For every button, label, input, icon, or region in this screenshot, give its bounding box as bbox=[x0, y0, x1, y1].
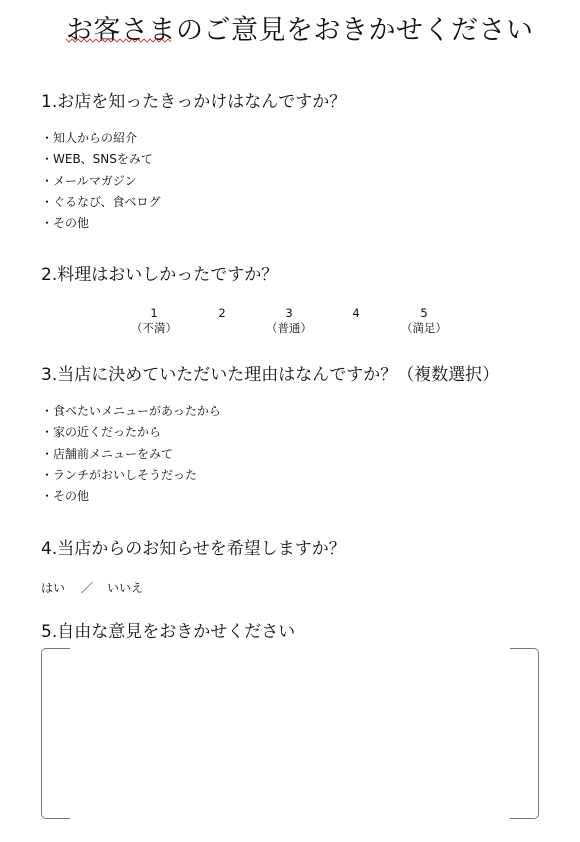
question-3-heading: 3.当店に決めていただいた理由はなんですか？（複数選択） bbox=[41, 365, 500, 385]
question-1-options bbox=[41, 128, 161, 234]
question-1-heading: 1.お店を知ったきっかけはなんですか？ bbox=[41, 92, 347, 112]
rating-caption: （普通） bbox=[266, 321, 312, 335]
q1-option-mail-magazine[interactable]: ・メールマガジン bbox=[41, 173, 137, 188]
rating-number: 1 bbox=[150, 306, 158, 320]
question-4-heading: 4.当店からのお知らせを希望しますか？ bbox=[41, 539, 346, 559]
rating-option-2[interactable] bbox=[192, 306, 252, 321]
rating-number: 4 bbox=[352, 306, 360, 320]
q1-option-acquaintance[interactable]: ・知人からの紹介 bbox=[41, 131, 138, 145]
rating-option-3[interactable] bbox=[259, 306, 319, 336]
q1-option-web-sns[interactable]: ・WEB、SNSをみて bbox=[41, 152, 153, 167]
q3-option-storefront-menu[interactable]: ・店舗前メニューをみて bbox=[41, 446, 174, 461]
rating-caption: （満足） bbox=[401, 321, 447, 335]
rating-option-4[interactable] bbox=[326, 306, 386, 321]
yes-no-choice bbox=[41, 579, 143, 596]
q3-option-lunch[interactable]: ・ランチがおいしそうだった bbox=[41, 467, 198, 482]
rating-scale bbox=[0, 306, 580, 340]
question-2-heading: 2.料理はおいしかったですか？ bbox=[41, 265, 279, 285]
comment-box-left-bracket bbox=[41, 648, 70, 819]
no-option[interactable]: いいえ bbox=[107, 581, 144, 595]
rating-caption: （不満） bbox=[131, 321, 177, 335]
question-3-options bbox=[41, 401, 221, 507]
yes-no-separator: ／ bbox=[81, 581, 94, 595]
rating-option-1[interactable] bbox=[124, 306, 184, 336]
yes-option[interactable]: はい bbox=[41, 581, 66, 595]
rating-number: 3 bbox=[285, 306, 293, 320]
comment-box-right-bracket bbox=[510, 648, 539, 819]
q1-option-gurunavi-tabelog[interactable]: ・ぐるなび、食べログ bbox=[41, 194, 161, 209]
rating-number: 2 bbox=[218, 306, 226, 320]
q3-option-near-home[interactable]: ・家の近くだったから bbox=[41, 425, 162, 440]
q3-option-menu[interactable]: ・食べたいメニューがあったから bbox=[41, 404, 221, 418]
rating-option-5[interactable] bbox=[394, 306, 454, 336]
page-title: お客さまのご意見をおきかせください bbox=[66, 15, 534, 46]
q3-option-other[interactable]: ・その他 bbox=[41, 489, 90, 504]
q1-option-other[interactable]: ・その他 bbox=[41, 216, 90, 231]
rating-number: 5 bbox=[420, 306, 428, 320]
question-5-heading: 5.自由な意見をおきかせください bbox=[41, 622, 296, 642]
spellcheck-underline bbox=[66, 38, 172, 43]
